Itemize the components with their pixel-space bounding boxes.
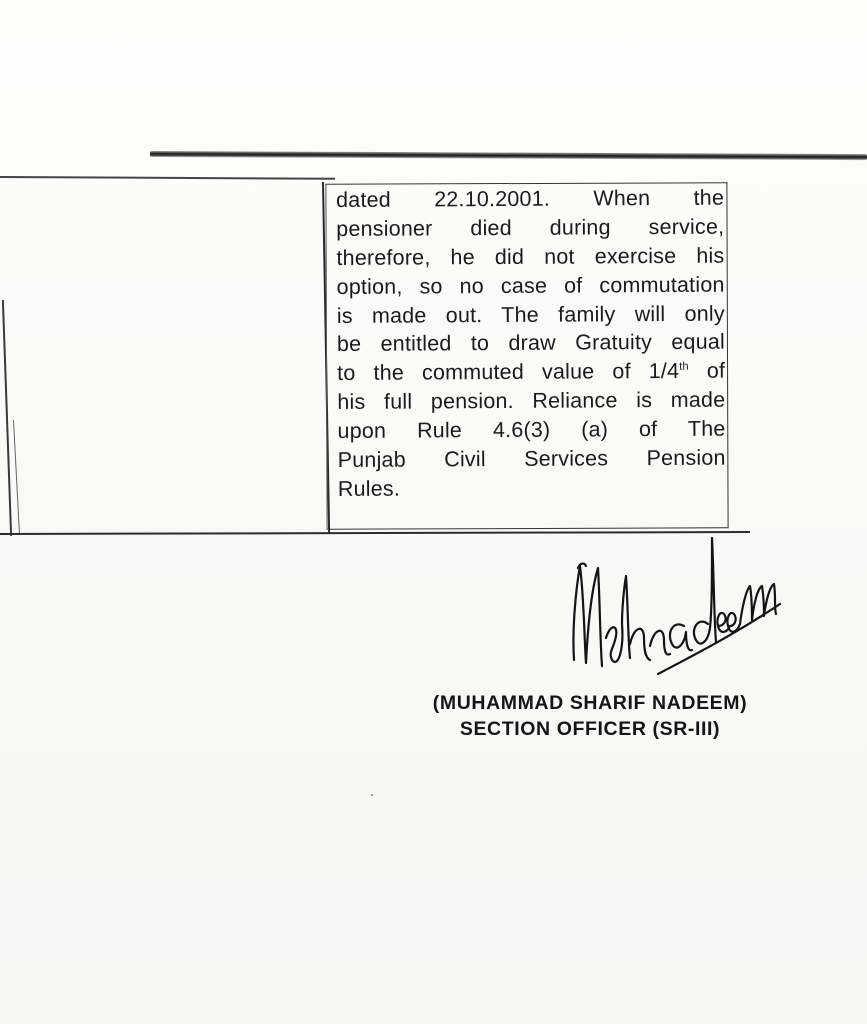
remarks-line: option, so no case of commutation xyxy=(336,272,725,299)
remarks-line: Rules. xyxy=(337,476,401,501)
remarks-line: pensioner died during service, xyxy=(336,214,725,241)
fraction-tail: of xyxy=(688,358,726,384)
signatory-name: (MUHAMMAD SHARIF NADEEM) xyxy=(432,692,748,714)
remarks-line: Punjab Civil Services Pension xyxy=(337,445,726,473)
remarks-line: is made out. The family will only xyxy=(336,301,725,328)
handwritten-signature xyxy=(562,528,792,678)
remarks-line-fraction xyxy=(337,357,725,388)
signatory-title: SECTION OFFICER (SR-III) xyxy=(459,718,721,740)
fraction-text: to the commuted value of 1/4 xyxy=(337,359,680,386)
remarks-line: dated 22.10.2001. When the xyxy=(336,185,725,212)
remarks-line: therefore, he did not exercise his xyxy=(336,243,725,270)
remarks-line: be entitled to draw Gratuity equal xyxy=(336,330,726,357)
fraction-superscript: th xyxy=(679,361,689,374)
remarks-line: his full pension. Reliance is made xyxy=(337,387,726,415)
remarks-line: upon Rule 4.6(3) (a) of The xyxy=(337,416,726,444)
scan-speck xyxy=(371,794,373,796)
remarks-text xyxy=(336,184,726,504)
